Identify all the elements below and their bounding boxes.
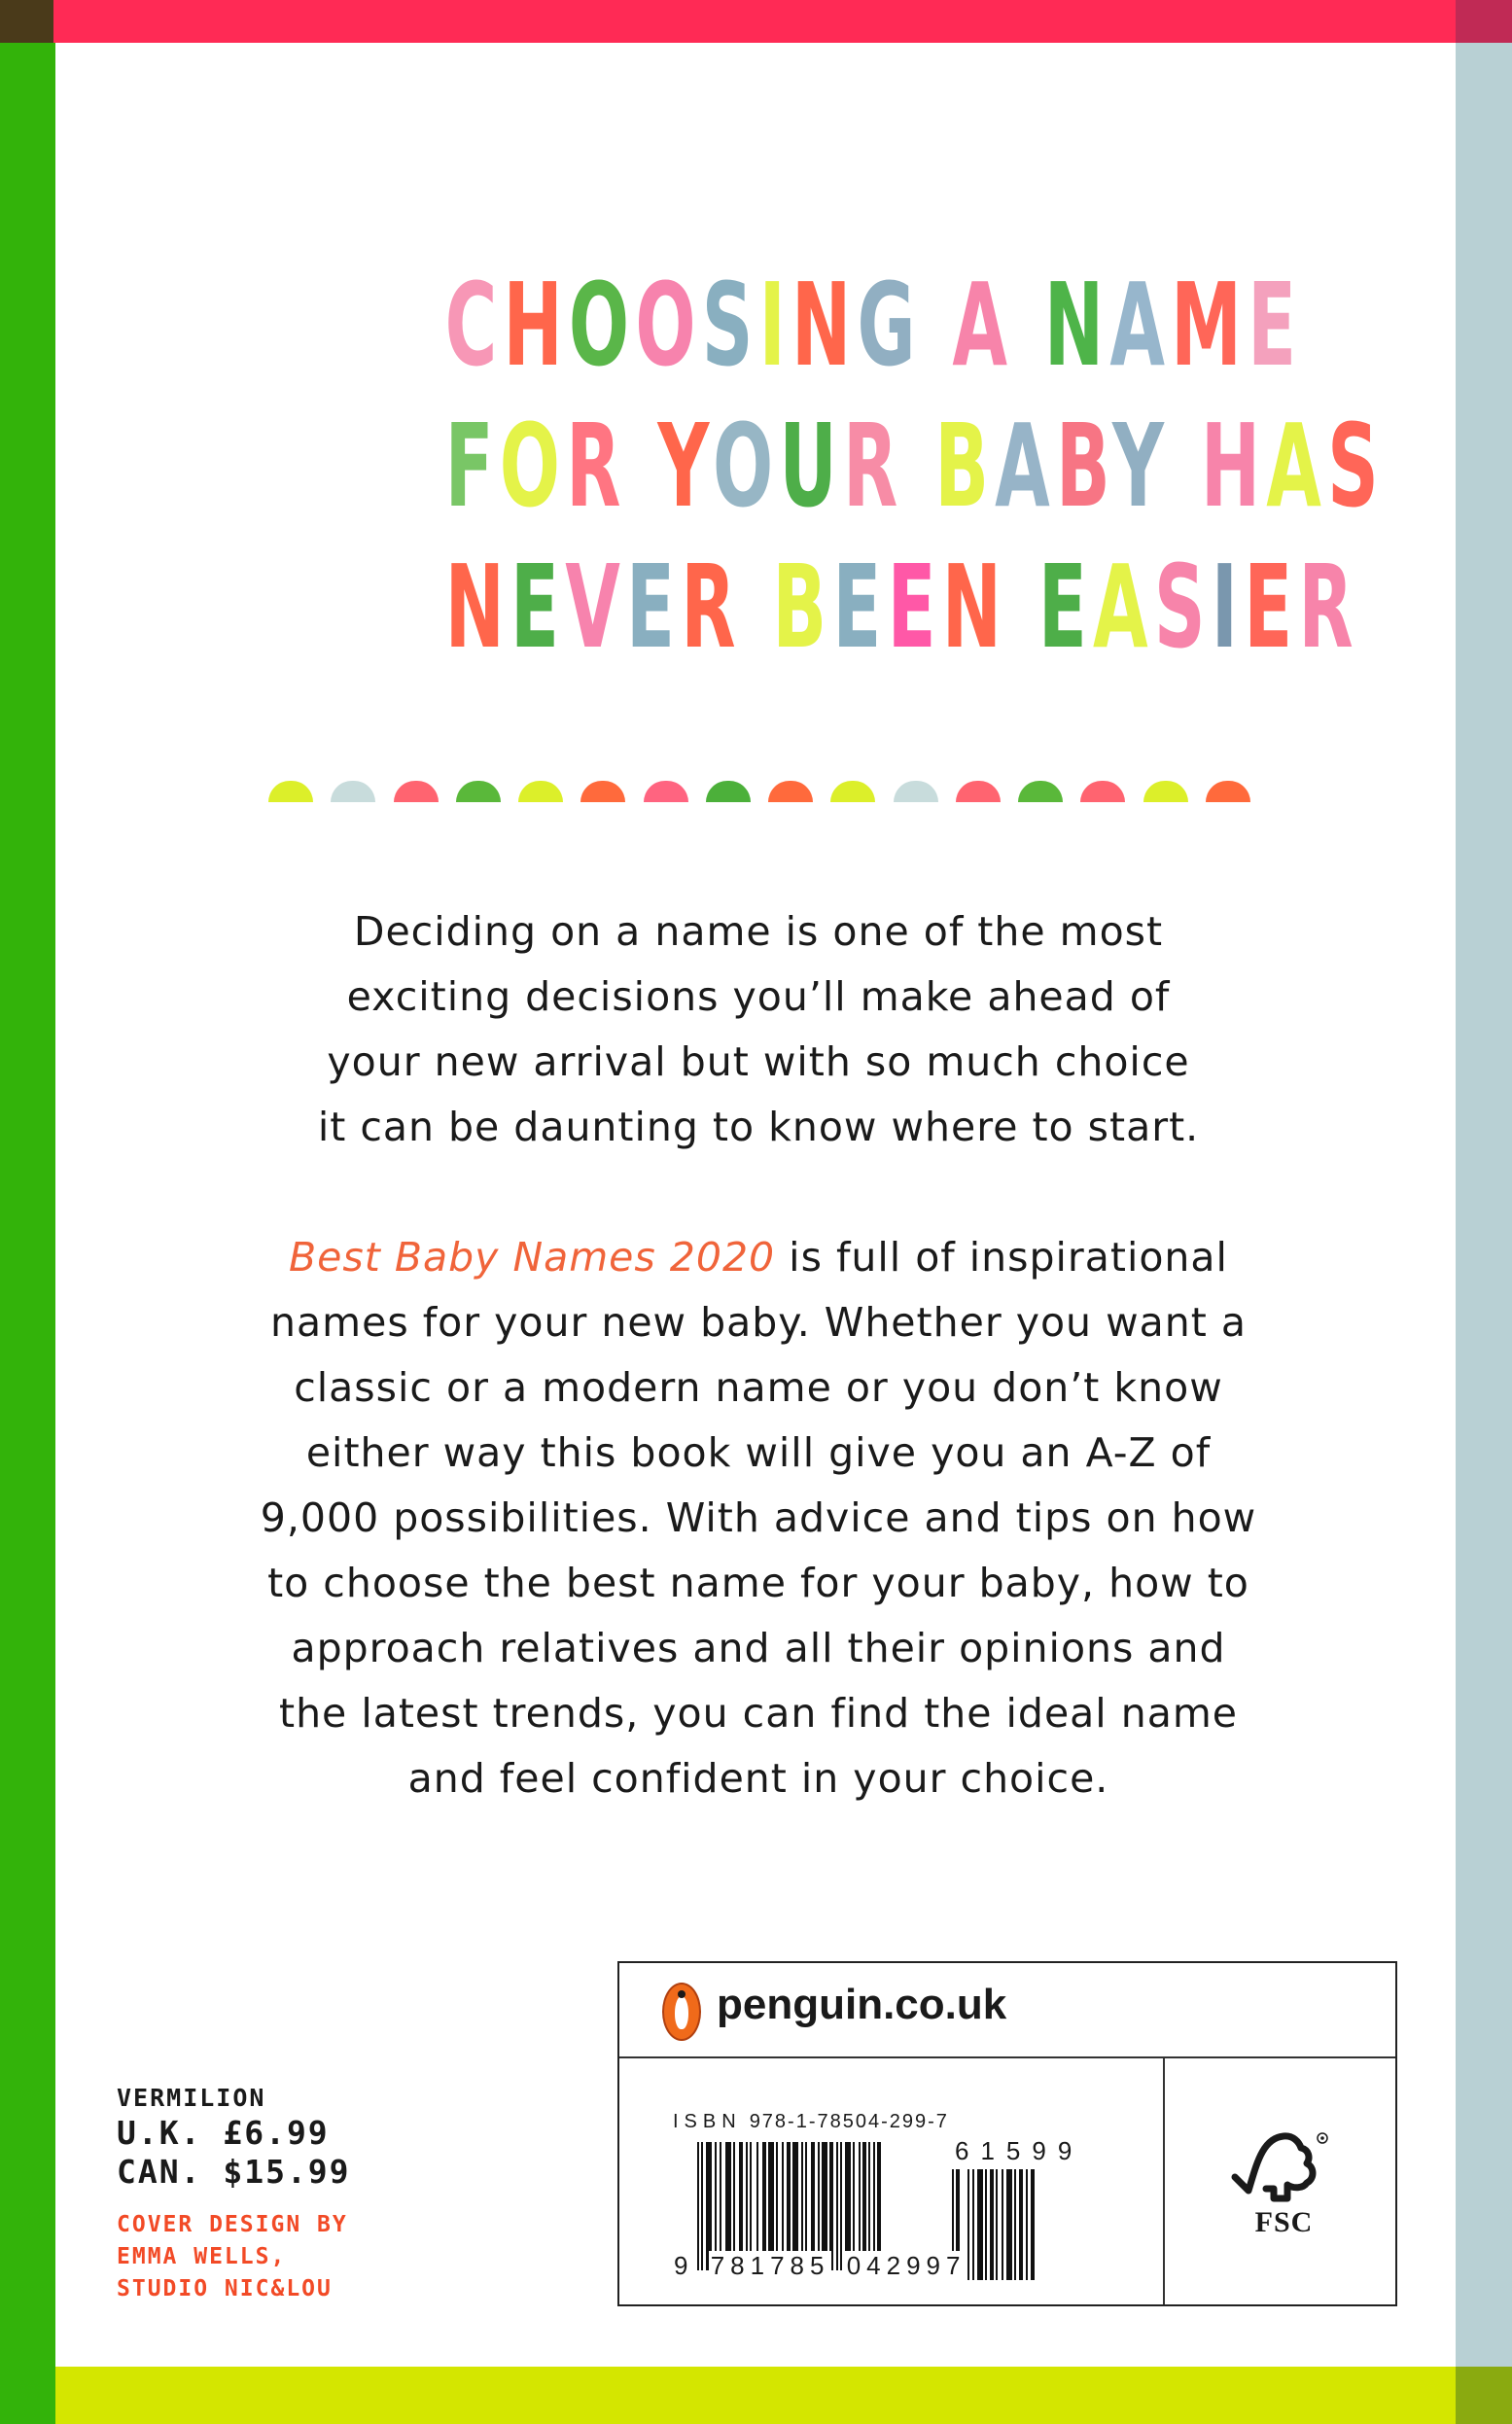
headline-letter [1013,258,1044,392]
headline-letter [904,399,935,533]
top-right-corner [1456,0,1512,43]
decorative-dome [956,781,1001,802]
ean-group-1: 781785 [710,2251,830,2280]
headline-letter: R [1298,540,1359,674]
headline-letter: B [772,540,833,674]
isbn-number: 978-1-78504-299-7 [749,2111,949,2132]
blurb-line: and feel confident in your choice. [407,1755,1109,1802]
price-can: CAN. $15.99 [117,2153,351,2191]
headline-letter: O [712,399,780,533]
decorative-dome [331,781,375,802]
headline-letter: N [791,258,858,392]
headline-letter: A [1093,540,1154,674]
decorative-dome [706,781,751,802]
headline-letter: I [1211,540,1245,674]
blurb-line: your new arrival but with so much choice [327,1038,1190,1085]
fsc-cell [1165,2058,1395,2304]
ean-first-digit: 9 [674,2251,694,2280]
headline-letter [922,258,953,392]
headline-letter: A [995,399,1056,533]
headline-letter: S [1327,399,1385,533]
headline-letter: O [635,258,702,392]
headline-letter: N [444,540,511,674]
blurb-line: either way this book will give you an A-Z of [305,1429,1212,1476]
bottom-right-corner [1456,2367,1512,2424]
headline-letter: Y [1111,399,1171,533]
blurb-line: to choose the best name for your baby, how to [267,1560,1249,1606]
headline-letter: H [1200,399,1267,533]
decorative-dome [1080,781,1125,802]
barcode-box [617,1961,1397,2306]
headline-letter: F [444,399,500,533]
design-credit-line: EMMA WELLS, [117,2244,287,2269]
addon-barcode [952,2169,1067,2280]
price-uk: U.K. £6.99 [117,2114,330,2152]
headline-letter: R [842,399,904,533]
blurb-line: 9,000 possibilities. With advice and tips on how [260,1494,1257,1541]
fsc-tree-check-icon [1229,2126,1336,2214]
isbn-prefix: ISBN [673,2111,742,2132]
blurb-line: approach relatives and all their opinions and [291,1625,1226,1671]
decorative-dome [580,781,625,802]
headline-letter: O [568,258,636,392]
decorative-dome [394,781,439,802]
headline-letter: U [779,399,843,533]
headline-letter: E [832,540,888,674]
headline-letter: H [503,258,569,392]
fsc-label: FSC [1254,2206,1314,2238]
blurb-paragraph-1 [204,899,1313,1160]
headline-letter [742,540,773,674]
headline-letter: R [681,540,742,674]
blurb-line: Deciding on a name is one of the most [353,908,1164,955]
decorative-dome [768,781,813,802]
top-color-band [0,0,1512,43]
blurb-line: the latest trends, you can find the ideal name [279,1690,1238,1737]
barcode-cell [619,2058,1165,2304]
decorative-dome [268,781,313,802]
headline-letter: G [857,258,922,392]
headline-letter: A [1266,399,1328,533]
decorative-dome [456,781,501,802]
decorative-dome [1143,781,1188,802]
blurb-line: classic or a modern name or you don’t know [294,1364,1223,1411]
headline-letter: E [510,540,566,674]
decorative-dome [1206,781,1250,802]
headline-letter: C [444,258,504,392]
blurb-line: names for your new baby. Whether you want a [270,1299,1247,1346]
headline-letter: B [1055,399,1112,533]
decorative-dome [1018,781,1063,802]
headline-letter: E [1244,540,1299,674]
headline-letter: R [566,399,627,533]
decorative-dome [518,781,563,802]
headline-letter: E [626,540,682,674]
blurb-line: it can be daunting to know where to start. [317,1104,1200,1150]
headline-letter: I [758,258,792,392]
top-left-corner [0,0,53,43]
right-edge-strip [1456,43,1512,2367]
headline-letter: Y [657,399,713,533]
publisher-credits [117,2083,351,2305]
blurb-line: exciting decisions you’ll make ahead of [346,973,1171,1020]
headline-letter: N [941,540,1008,674]
blurb-line [204,1225,1313,1290]
design-credit-line: STUDIO NIC&LOU [117,2276,333,2301]
headline-letter: E [1037,540,1094,674]
headline-line-3 [444,537,1359,678]
isbn-label [673,2111,949,2133]
headline-letter: A [1109,258,1172,392]
headline-letter [1007,540,1038,674]
bottom-color-band [55,2367,1456,2424]
publisher-name: VERMILION [117,2084,266,2112]
headline-letter: E [1248,258,1303,392]
headline-letter: B [934,399,996,533]
decorative-dome [830,781,875,802]
headline-letter [1170,399,1201,533]
penguin-icon [662,1983,701,2041]
headline-letter [627,399,658,533]
headline-letter: V [565,540,627,674]
headline-letter: A [952,258,1014,392]
publisher-website-row [619,1963,1395,2058]
blurb-paragraph-2 [204,1225,1313,1811]
decorative-dot-divider [268,778,1250,802]
headline-letter: O [499,399,567,533]
ean-digits [672,2251,967,2281]
cover-design-credit [117,2209,351,2305]
ean-group-2: 042997 [846,2251,967,2280]
price-addon-digits: 61599 [955,2136,1084,2165]
book-title: Best Baby Names 2020 [289,1234,776,1281]
headline-letter: E [887,540,942,674]
headline-line-2 [444,396,1385,537]
decorative-dome [894,781,938,802]
headline-line-1 [444,255,1303,396]
left-spine-strip [0,43,55,2424]
headline-letter: S [701,258,759,392]
design-credit-line: COVER DESIGN BY [117,2212,348,2237]
headline-letter: M [1171,258,1248,392]
blurb-text: is full of inspirational [775,1234,1228,1281]
publisher-website[interactable]: penguin.co.uk [717,1981,1007,2028]
headline-letter: N [1043,258,1110,392]
headline [253,255,1385,678]
decorative-dome [644,781,688,802]
headline-letter: S [1153,540,1212,674]
